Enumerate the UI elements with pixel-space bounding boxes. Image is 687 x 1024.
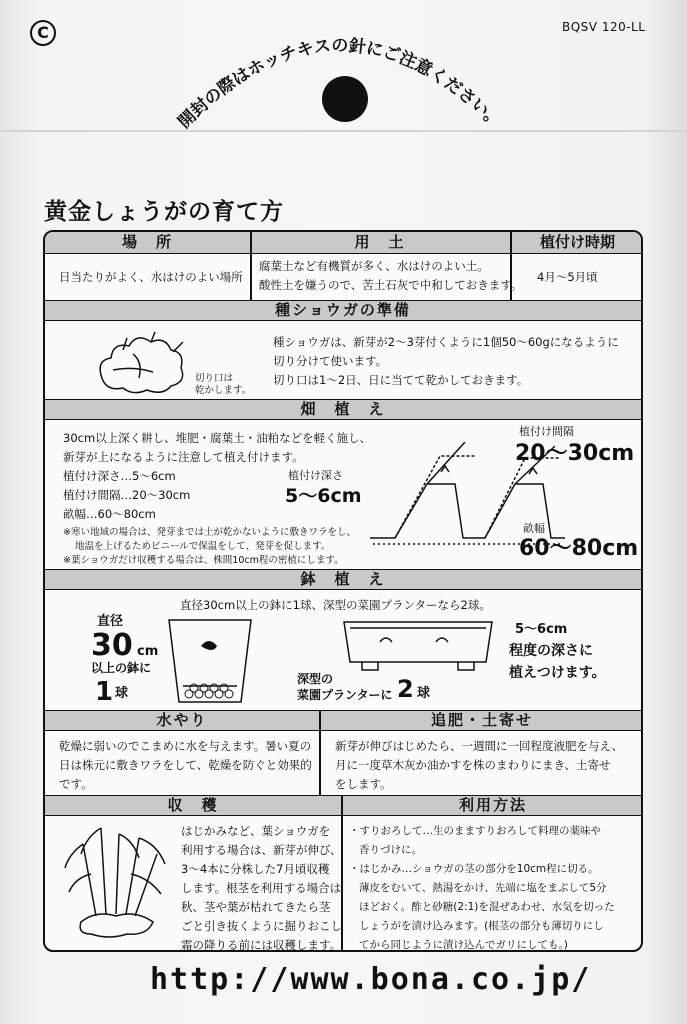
pot-depth-3: 植えつけます。	[509, 665, 606, 681]
depth-label: 植付け深さ	[288, 469, 343, 482]
usage-header: 利用方法	[341, 796, 643, 816]
furrow-illustration	[365, 442, 565, 552]
ginger-piece-illustration	[93, 330, 193, 398]
harvest-text-6: ごと引き抜くように掘りおこし	[181, 919, 342, 933]
diameter-more: 以上の鉢に	[91, 661, 152, 675]
pot-header: 鉢 植 え	[45, 570, 641, 590]
pot-count: 1	[95, 677, 114, 707]
harvest-text-3: 3～4本に分株した7月頃収穫	[181, 862, 330, 876]
water-text-2: 日は株元に敷きワラをして、乾燥を防ぐと効果的	[59, 758, 312, 772]
field-depth: 植付け深さ…5～6cm	[63, 469, 176, 483]
field-spacing: 植付け間隔…20～30cm	[63, 488, 191, 502]
harvest-text-2: 利用する場合は、新芽が伸び、	[181, 843, 342, 857]
place-text: 日当たりがよく、水はけのよい場所	[59, 270, 243, 284]
depth-value: 5～6cm	[285, 485, 362, 507]
harvest-text-5: 秋、茎や葉が枯れてきたら茎	[181, 900, 331, 914]
field-header: 畑 植 え	[45, 400, 641, 420]
divider	[250, 232, 252, 300]
planter-count: 2	[397, 675, 414, 703]
field-note-3: ※葉ショウガだけ収穫する場合は、株間10cm程の密植にします。	[63, 555, 344, 566]
planter-label-2: 菜園プランターに	[297, 688, 393, 702]
harvest-header: 収 穫	[45, 796, 341, 816]
water-text-3: です。	[59, 777, 93, 791]
usage-text-6: しょうがを漬け込みます。(根茎の部分も薄切りにし	[359, 920, 604, 932]
water-header: 水やり	[45, 711, 319, 731]
divider	[319, 711, 321, 795]
place-header: 場 所	[45, 232, 250, 254]
hanging-hole	[322, 76, 368, 122]
instruction-sheet	[43, 230, 643, 952]
spacing-label: 植付け間隔	[519, 425, 574, 438]
opening-notice-text: 開封の際はホッチキスの針にご注意ください。	[174, 35, 506, 133]
diameter-label: 直径	[97, 614, 124, 629]
prep-text-1: 種ショウガは、新芽が2～3芽付くように1個50～60gになるように	[273, 335, 619, 349]
fertilizer-header: 追肥・土寄せ	[319, 711, 643, 731]
copyright-mark: C	[30, 20, 56, 46]
prep-text-3: 切り口は1～2日、日に当てて乾かしておきます。	[273, 373, 529, 387]
soil-text-2: 酸性土を嫌うので、苦土石灰で中和しておきます。	[259, 278, 523, 292]
diameter-value: 30	[91, 628, 133, 663]
usage-text-4: 薄皮をむいて、熱湯をかけ、先端に塩をまぶして5分	[359, 882, 607, 894]
usage-text-5: ほどおく。酢と砂糖(2:1)を混ぜあわせ、水気を切った	[359, 901, 615, 913]
cut-note-1: 切り口は	[195, 373, 234, 384]
cut-note-2: 乾かします。	[195, 385, 252, 396]
usage-text-2: 香りづけに。	[359, 844, 422, 856]
prep-header: 種ショウガの準備	[45, 301, 641, 321]
pot-intro: 直径30cm以上の鉢に1球、深型の菜園プランターなら2球。	[180, 598, 491, 612]
pot-illustration	[165, 616, 255, 706]
soil-text-1: 腐葉土など有機質が多く、水はけのよい土。	[259, 259, 489, 273]
usage-text-7: てから同じように漬け込んでガリにしても。)	[359, 939, 568, 951]
planting-time-header: 植付け時期	[510, 232, 643, 254]
fertilizer-text-2: 月に一度草木灰か油かすを株のまわりにまき、土寄せ	[335, 758, 611, 772]
ginger-plant-illustration	[61, 824, 171, 944]
row-width-value: 60～80cm	[519, 536, 639, 561]
planter-count-unit: 球	[417, 686, 431, 701]
usage-text-1: ・すりおろして…生のまますりおろして料理の薬味や	[349, 825, 601, 837]
fertilizer-text-1: 新芽が伸びはじめたら、一週間に一回程度液肥を与え、	[335, 739, 624, 753]
usage-text-3: ・はじかみ…ショウガの茎の部分を10cm程に切る。	[349, 863, 599, 875]
field-note-2: 地温を上げるためビニールで保温をして、発芽を促します。	[75, 541, 331, 552]
field-text-2: 新芽が上になるように注意して植え付けます。	[63, 450, 304, 464]
field-note-1: ※寒い地域の場合は、発芽までは土が乾かないように敷きワラをし、	[63, 527, 356, 538]
planting-time-text: 4月～5月頃	[537, 270, 598, 284]
field-text-1: 30cm以上深く耕し、堆肥・腐葉土・油粕などを軽く施し、	[63, 431, 372, 445]
harvest-text-1: はじかみなど、葉ショウガを	[181, 824, 331, 838]
diameter-unit: cm	[137, 644, 159, 659]
planter-illustration	[340, 616, 500, 676]
soil-header: 用 土	[250, 232, 510, 254]
pot-depth-1: 5～6cm	[515, 622, 568, 637]
water-text-1: 乾燥に弱いのでこまめに水を与えます。暑い夏の	[59, 739, 312, 753]
pot-depth-2: 程度の深さに	[509, 643, 593, 659]
planter-label-1: 深型の	[297, 672, 334, 686]
page-title: 黄金しょうがの育て方	[44, 199, 284, 225]
website-url: http://www.bona.co.jp/	[150, 962, 592, 997]
spacing-value: 20～30cm	[515, 441, 635, 466]
row-width-label: 畝幅	[523, 522, 545, 535]
fertilizer-text-3: をします。	[335, 777, 392, 791]
pot-count-unit: 球	[115, 686, 129, 701]
harvest-text-4: します。根茎を利用する場合は	[181, 881, 342, 895]
field-width: 畝幅…60～80cm	[63, 507, 156, 521]
prep-text-2: 切り分けて使います。	[273, 354, 388, 368]
harvest-text-7: 霜の降りる前には収穫します。	[181, 938, 342, 952]
product-code: BQSV 120-LL	[562, 20, 646, 34]
